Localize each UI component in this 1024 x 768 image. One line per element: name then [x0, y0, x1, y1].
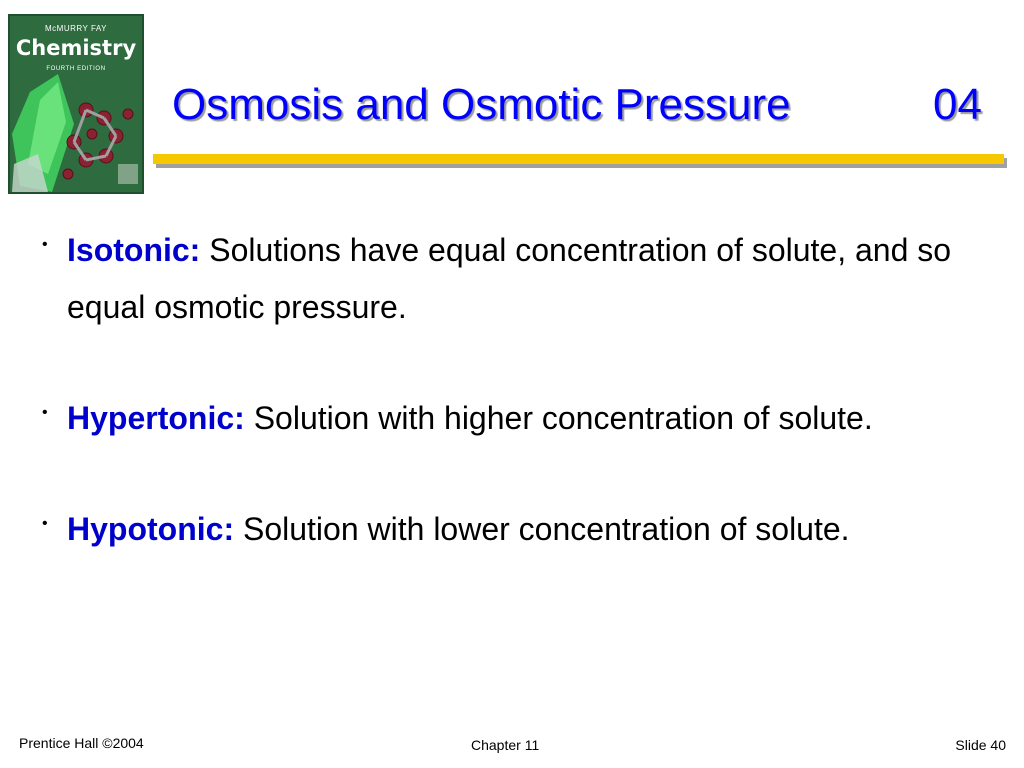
bullet-term: Hypertonic:	[67, 400, 245, 436]
bullet-dot-icon: •	[42, 236, 48, 253]
book-cover-image	[8, 14, 144, 194]
book-cover-author: McMURRY FAY	[45, 24, 107, 33]
footer-slide-number: Slide 40	[955, 737, 1006, 753]
title-underline-bar	[153, 154, 1004, 164]
footer-chapter: Chapter 11	[471, 737, 540, 753]
slide-title-number: 04	[933, 80, 982, 129]
bullet-dot-icon: •	[42, 515, 48, 532]
bullet-list	[42, 222, 982, 612]
bullet-term: Isotonic:	[67, 232, 201, 268]
bullet-item-isotonic	[42, 222, 982, 336]
slide-title-text: Osmosis and Osmotic Pressure	[172, 80, 791, 129]
bullet-dot-icon: •	[42, 404, 48, 421]
slide-title	[172, 80, 982, 140]
book-cover-title: Chemistry	[15, 36, 137, 60]
bullet-description: Solutions have equal concentration of solute, and so equal osmotic pressure.	[67, 232, 952, 325]
bullet-description: Solution with lower concentration of solute.	[242, 511, 850, 547]
book-cover-edition: FOURTH EDITION	[46, 66, 106, 72]
bullet-item-hypotonic	[42, 501, 982, 558]
footer-publisher: Prentice Hall ©2004	[19, 735, 144, 751]
bullet-term: Hypotonic:	[67, 511, 235, 547]
bullet-item-hypertonic	[42, 390, 982, 447]
bullet-description: Solution with higher concentration of solute.	[253, 400, 873, 436]
